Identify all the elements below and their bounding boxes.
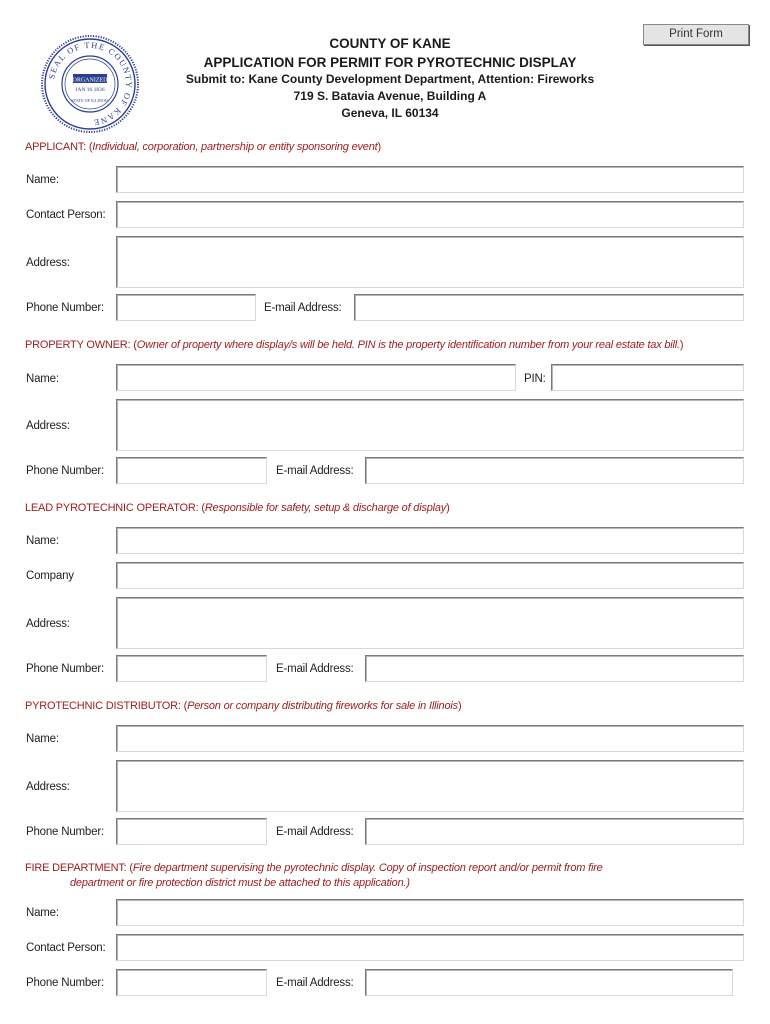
fire-name-label: Name: — [26, 907, 59, 919]
distributor-name-field[interactable] — [116, 725, 744, 752]
distributor-name-label: Name: — [26, 733, 59, 745]
owner-pin-label: PIN: — [524, 373, 546, 385]
operator-name-field[interactable] — [116, 527, 744, 554]
svg-text:STATE OF ILLINOIS: STATE OF ILLINOIS — [71, 98, 109, 103]
address-city: Geneva, IL 60134 — [341, 106, 439, 120]
applicant-name-label: Name: — [26, 174, 59, 186]
operator-company-label: Company — [26, 570, 74, 582]
owner-email-label: E-mail Address: — [276, 465, 354, 477]
distributor-email-label: E-mail Address: — [276, 826, 354, 838]
svg-text:ORGANIZED: ORGANIZED — [72, 77, 108, 84]
applicant-address-field[interactable] — [116, 236, 744, 288]
operator-phone-field[interactable] — [116, 655, 267, 682]
fire-contact-field[interactable] — [116, 934, 744, 961]
operator-phone-label: Phone Number: — [26, 663, 104, 675]
distributor-address-field[interactable] — [116, 760, 744, 812]
owner-address-field[interactable] — [116, 399, 744, 451]
fire-name-field[interactable] — [116, 899, 744, 926]
fire-email-field[interactable] — [365, 969, 733, 996]
distributor-phone-label: Phone Number: — [26, 826, 104, 838]
applicant-contact-field[interactable] — [116, 201, 744, 228]
county-seal-logo — [40, 34, 140, 134]
fire-phone-label: Phone Number: — [26, 977, 104, 989]
distributor-email-field[interactable] — [365, 818, 744, 845]
section-heading-operator: LEAD PYROTECHNIC OPERATOR: (Responsible for safety, setup & discharge of display) — [25, 502, 450, 514]
distributor-phone-field[interactable] — [116, 818, 267, 845]
operator-email-field[interactable] — [365, 655, 744, 682]
operator-email-label: E-mail Address: — [276, 663, 354, 675]
owner-address-label: Address: — [26, 420, 70, 432]
owner-name-label: Name: — [26, 373, 59, 385]
fire-contact-label: Contact Person: — [26, 942, 106, 954]
distributor-address-label: Address: — [26, 781, 70, 793]
operator-address-field[interactable] — [116, 597, 744, 649]
section-heading-distributor: PYROTECHNIC DISTRIBUTOR: (Person or company distributing fireworks for sale in Illinois) — [25, 700, 462, 712]
applicant-email-field[interactable] — [354, 294, 744, 321]
operator-address-label: Address: — [26, 618, 70, 630]
owner-email-field[interactable] — [365, 457, 744, 484]
applicant-phone-field[interactable] — [116, 294, 256, 321]
operator-company-field[interactable] — [116, 562, 744, 589]
submit-to-line: Submit to: Kane County Development Department, Attention: Fireworks — [185, 72, 595, 86]
address-street: 719 S. Batavia Avenue, Building A — [293, 89, 487, 103]
svg-text:SEAL OF THE COUNTY OF KANE: SEAL OF THE COUNTY OF KANE — [46, 39, 135, 128]
applicant-email-label: E-mail Address: — [264, 302, 342, 314]
form-title: APPLICATION FOR PERMIT FOR PYROTECHNIC DISPLAY — [203, 55, 577, 70]
fire-email-label: E-mail Address: — [276, 977, 354, 989]
owner-phone-label: Phone Number: — [26, 465, 104, 477]
owner-name-field[interactable] — [116, 364, 516, 391]
applicant-name-field[interactable] — [116, 166, 744, 193]
owner-pin-field[interactable] — [551, 364, 744, 391]
section-heading-applicant: APPLICANT: (Individual, corporation, partnership or entity sponsoring event) — [25, 141, 381, 153]
section-heading-fire: FIRE DEPARTMENT: (Fire department supervising the pyrotechnic display. Copy of inspection report and/or permit from fire department or fire protection district must be attached to this application.) — [25, 862, 603, 889]
print-form-button[interactable]: Print Form — [643, 24, 749, 45]
owner-phone-field[interactable] — [116, 457, 267, 484]
applicant-contact-label: Contact Person: — [26, 209, 106, 221]
svg-text:JAN 16 1836: JAN 16 1836 — [75, 87, 105, 93]
county-title: COUNTY OF KANE — [329, 36, 451, 51]
applicant-phone-label: Phone Number: — [26, 302, 104, 314]
fire-phone-field[interactable] — [116, 969, 267, 996]
form-header — [140, 35, 640, 122]
operator-name-label: Name: — [26, 535, 59, 547]
section-heading-owner: PROPERTY OWNER: (Owner of property where display/s will be held. PIN is the property identification number from your real estate tax bill.) — [25, 339, 684, 351]
applicant-address-label: Address: — [26, 257, 70, 269]
